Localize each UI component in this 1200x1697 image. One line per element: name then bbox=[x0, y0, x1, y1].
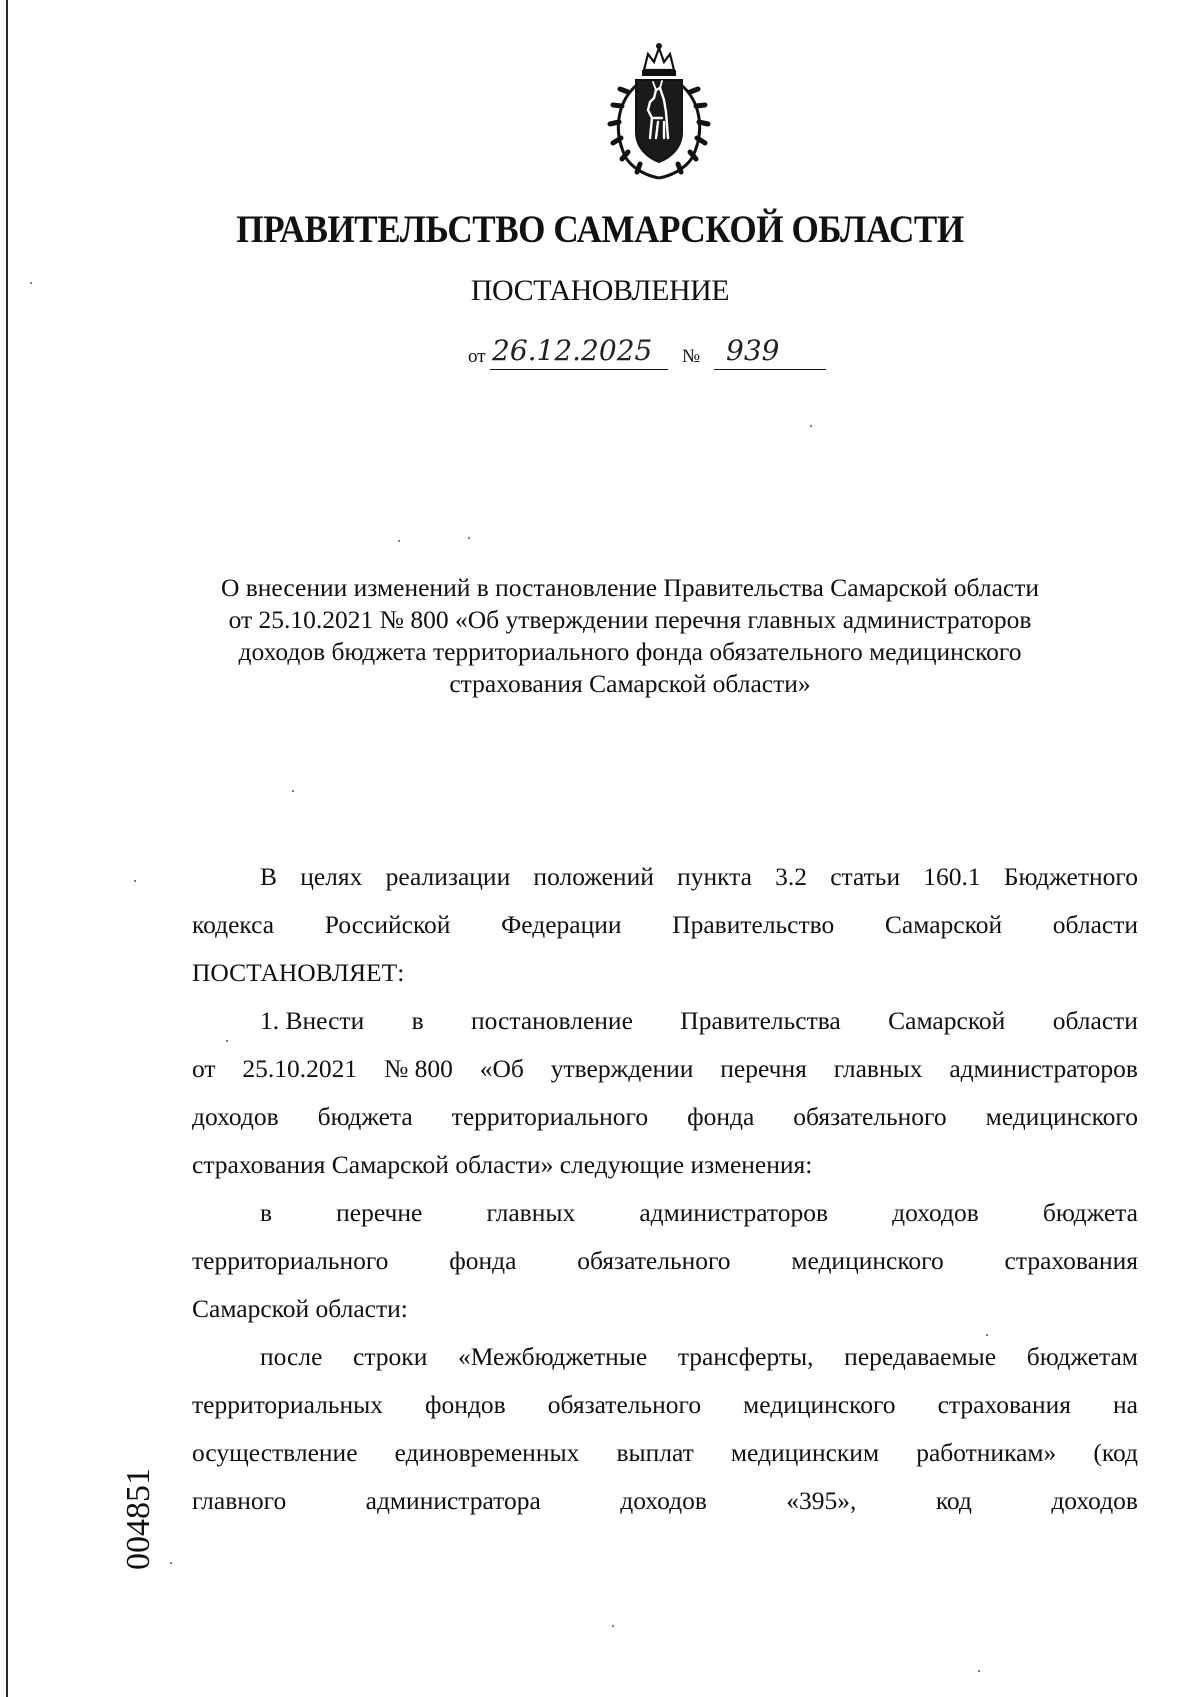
body-line bbox=[260, 1342, 1138, 1374]
word: кодекса bbox=[192, 910, 275, 939]
word: работникам» bbox=[916, 1438, 1057, 1467]
word: В bbox=[260, 862, 278, 891]
organization-title: ПРАВИТЕЛЬСТВО САМАРСКОЙ ОБЛАСТИ bbox=[236, 208, 964, 251]
word: обязательного bbox=[577, 1246, 731, 1275]
scan-speck bbox=[226, 1040, 228, 1042]
word: положений bbox=[533, 862, 654, 891]
word: главных bbox=[486, 1198, 576, 1227]
word: 25.10.2021 bbox=[242, 1054, 358, 1083]
scan-speck bbox=[986, 1334, 988, 1336]
body-line bbox=[260, 1006, 1138, 1038]
word: обязательного bbox=[547, 1390, 702, 1419]
word: доходов bbox=[620, 1486, 707, 1515]
word: на bbox=[1113, 1390, 1138, 1419]
scan-speck bbox=[170, 1562, 172, 1564]
date-underline bbox=[490, 369, 668, 370]
word: в bbox=[411, 1006, 424, 1035]
body-line: Самарской области: bbox=[192, 1294, 408, 1323]
scan-speck bbox=[810, 425, 812, 427]
scan-speck bbox=[134, 880, 136, 882]
word: в bbox=[260, 1198, 273, 1227]
word: постановление bbox=[471, 1006, 633, 1035]
word: строки bbox=[353, 1342, 428, 1371]
word: бюджета bbox=[1042, 1198, 1138, 1227]
number-value: 939 bbox=[726, 334, 780, 367]
word: области bbox=[1052, 910, 1138, 939]
subject-line: от 25.10.2021 № 800 «Об утверждении перечня главных администраторов bbox=[228, 605, 1032, 634]
body-line bbox=[192, 910, 1138, 942]
scan-speck bbox=[398, 540, 400, 542]
word: доходов bbox=[192, 1102, 279, 1131]
word: реализации bbox=[385, 862, 511, 891]
word: Бюджетного bbox=[1003, 862, 1138, 891]
body-line bbox=[192, 1102, 1138, 1134]
word: после bbox=[260, 1342, 323, 1371]
word: бюджетам bbox=[1026, 1342, 1138, 1371]
number-underline bbox=[714, 369, 826, 370]
word: от bbox=[192, 1054, 216, 1083]
date-value: 26.12.2025 bbox=[492, 334, 653, 367]
scan-speck bbox=[612, 1625, 614, 1627]
word: Самарской bbox=[884, 910, 1003, 939]
word: медицинским bbox=[730, 1438, 880, 1467]
word: Самарской bbox=[888, 1006, 1006, 1035]
word: фонда bbox=[687, 1102, 755, 1131]
word: территориального bbox=[451, 1102, 649, 1131]
body-line: ПОСТАНОВЛЯЕТ: bbox=[192, 958, 405, 987]
word: администраторов bbox=[639, 1198, 828, 1227]
word: трансферты, bbox=[677, 1342, 814, 1371]
date-label: от bbox=[468, 346, 486, 367]
subject-line: страхования Самарской области» bbox=[449, 669, 811, 698]
word: целях bbox=[300, 862, 363, 891]
page-edge bbox=[6, 0, 8, 1697]
word: передаваемые bbox=[844, 1342, 997, 1371]
word: страхования bbox=[1004, 1246, 1138, 1275]
word: утверждении bbox=[550, 1054, 694, 1083]
word: № 800 bbox=[383, 1054, 453, 1083]
word: 3.2 bbox=[775, 862, 808, 891]
word: главного bbox=[192, 1486, 287, 1515]
body-line bbox=[260, 862, 1138, 894]
word: бюджета bbox=[317, 1102, 413, 1131]
scan-speck bbox=[978, 1670, 980, 1672]
document-subject bbox=[150, 572, 1110, 700]
word: территориального bbox=[192, 1246, 389, 1275]
subject-line: доходов бюджета территориального фонда обязательного медицинского bbox=[238, 637, 1022, 666]
word: медицинского bbox=[791, 1246, 944, 1275]
body-line bbox=[260, 1198, 1138, 1230]
word: выплат bbox=[616, 1438, 694, 1467]
word: медицинского bbox=[743, 1390, 896, 1419]
word: код bbox=[935, 1486, 972, 1515]
body-line bbox=[192, 1246, 1138, 1278]
word: обязательного bbox=[793, 1102, 947, 1131]
word: осуществление bbox=[192, 1438, 358, 1467]
word: администраторов bbox=[949, 1054, 1138, 1083]
word: фонда bbox=[449, 1246, 517, 1275]
word: единовременных bbox=[394, 1438, 580, 1467]
word: (код bbox=[1093, 1438, 1138, 1467]
word: «Межбюджетные bbox=[457, 1342, 648, 1371]
body-line bbox=[192, 1486, 1138, 1518]
word: перечне bbox=[336, 1198, 423, 1227]
word: «Об bbox=[479, 1054, 524, 1083]
number-label: № bbox=[682, 346, 701, 367]
coat-of-arms-emblem bbox=[598, 40, 720, 180]
word: области bbox=[1052, 1006, 1138, 1035]
body-line: страхования Самарской области» следующие изменения: bbox=[192, 1150, 813, 1179]
word: страхования bbox=[937, 1390, 1071, 1419]
word: Федерации bbox=[501, 910, 622, 939]
word: Правительство bbox=[672, 910, 835, 939]
word: администратора bbox=[365, 1486, 541, 1515]
word: фондов bbox=[425, 1390, 506, 1419]
document-type: ПОСТАНОВЛЕНИЕ bbox=[470, 274, 730, 307]
word: медицинского bbox=[985, 1102, 1138, 1131]
word: Российской bbox=[324, 910, 451, 939]
body-line bbox=[192, 1438, 1138, 1470]
word: 1. Внести bbox=[260, 1006, 365, 1035]
word: Правительства bbox=[680, 1006, 841, 1035]
scan-speck bbox=[468, 537, 470, 539]
side-stamp-number: 004851 bbox=[120, 1468, 157, 1570]
word: 160.1 bbox=[923, 862, 981, 891]
scan-speck bbox=[292, 790, 294, 792]
word: перечня bbox=[720, 1054, 807, 1083]
subject-line: О внесении изменений в постановление Правительства Самарской области bbox=[220, 573, 1040, 602]
word: пункта bbox=[677, 862, 752, 891]
scan-speck bbox=[30, 282, 32, 284]
word: территориальных bbox=[192, 1390, 383, 1419]
word: доходов bbox=[892, 1198, 979, 1227]
word: статьи bbox=[830, 862, 901, 891]
body-line bbox=[192, 1390, 1138, 1422]
word: «395», bbox=[786, 1486, 857, 1515]
body-line bbox=[192, 1054, 1138, 1086]
word: главных bbox=[833, 1054, 923, 1083]
word: доходов bbox=[1051, 1486, 1138, 1515]
